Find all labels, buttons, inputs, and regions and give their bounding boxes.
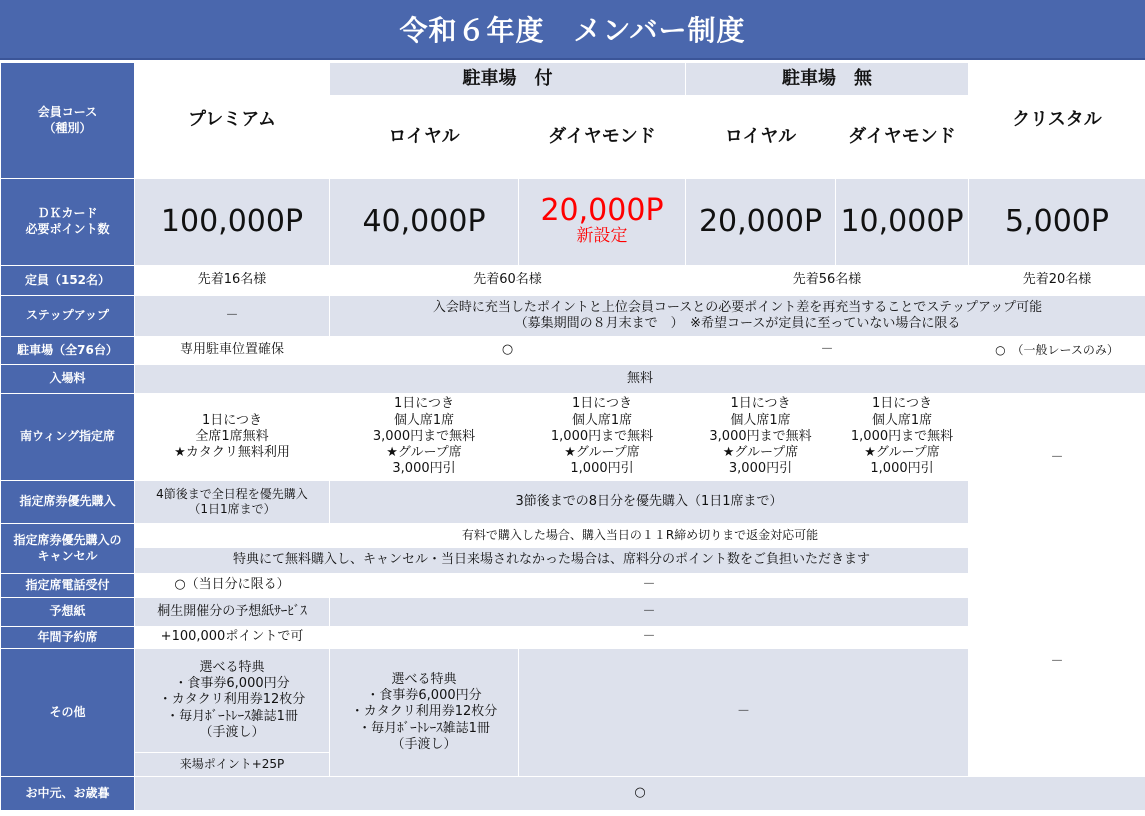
south-wing-premium: 1日につき 全席1席無料 ★カタクリ無料利用 xyxy=(135,394,330,481)
parking-premium: 専用駐車位置確保 xyxy=(135,337,330,365)
priority-premium: 4節後まで全日程を優先購入 （1日1席まで） xyxy=(135,481,330,524)
annual-others: － xyxy=(330,627,969,649)
course-royal-no: ロイヤル xyxy=(686,96,836,179)
south-wing-royal-no: 1日につき 個人席1席 3,000円まで無料 ★グループ席 3,000円引 xyxy=(686,394,836,481)
course-diamond-no: ダイヤモンド xyxy=(836,96,969,179)
south-wing-diamond-no: 1日につき 個人席1席 1,000円まで無料 ★グループ席 1,000円引 xyxy=(836,394,969,481)
points-diamond-with-cell xyxy=(519,179,686,266)
other-premium-extra: 来場ポイント+25P xyxy=(135,753,330,777)
stepup-others: 入会時に充当したポイントと上位会員コースとの必要ポイント差を再充当することでステップアップ可能 （募集期間の８月末まで ） ※希望コースが定員に至っていない場合に限る xyxy=(330,296,1145,337)
membership-table xyxy=(0,62,1145,811)
row-header-admission: 入場料 xyxy=(1,365,135,394)
points-royal-no: 20,000P xyxy=(686,179,836,266)
other-rest: － xyxy=(519,649,969,777)
other-royal-with: 選べる特典 ・食事券6,000円分 ・カタクリ利用券12枚分 ・毎月ﾎﾞｰﾄﾚｰｽ雑誌1冊 （手渡し） xyxy=(330,649,519,777)
stepup-premium: － xyxy=(135,296,330,337)
crystal-lower: － xyxy=(969,548,1145,777)
capacity-with-parking: 先着60名様 xyxy=(330,266,686,296)
row-header-forecast: 予想紙 xyxy=(1,598,135,627)
new-setting-note: 新設定 xyxy=(576,226,628,247)
parking-crystal: ○ （一般レースのみ） xyxy=(969,337,1145,365)
course-premium: プレミアム xyxy=(135,63,330,179)
annual-premium: +100,000ポイントで可 xyxy=(135,627,330,649)
south-wing-crystal: － xyxy=(969,394,1145,524)
capacity-crystal: 先着20名様 xyxy=(969,266,1145,296)
course-diamond-with: ダイヤモンド xyxy=(519,96,686,179)
south-wing-royal-with: 1日につき 個人席1席 3,000円まで無料 ★グループ席 3,000円引 xyxy=(330,394,519,481)
row-header-phone: 指定席電話受付 xyxy=(1,574,135,598)
phone-premium: ○（当日分に限る） xyxy=(135,574,330,598)
capacity-no-parking: 先着56名様 xyxy=(686,266,969,296)
capacity-premium: 先着16名様 xyxy=(135,266,330,296)
gifts-value: ○ xyxy=(135,777,1145,811)
row-header-gifts: お中元、お歳暮 xyxy=(1,777,135,811)
row-header-annual: 年間予約席 xyxy=(1,627,135,649)
row-header-priority: 指定席券優先購入 xyxy=(1,481,135,524)
cancel-line-2: 特典にて無料購入し、キャンセル・当日来場されなかった場合は、席料分のポイント数をご負担いただきます xyxy=(135,548,969,574)
row-header-capacity: 定員（152名） xyxy=(1,266,135,296)
row-header-parking: 駐車場（全76台） xyxy=(1,337,135,365)
cancel-line-1: 有料で購入した場合、購入当日の１１R締め切りまで返金対応可能 xyxy=(135,524,1145,548)
phone-others: － xyxy=(330,574,969,598)
south-wing-diamond-with: 1日につき 個人席1席 1,000円まで無料 ★グループ席 1,000円引 xyxy=(519,394,686,481)
row-header-stepup: ステップアップ xyxy=(1,296,135,337)
row-header-south-wing: 南ウィング指定席 xyxy=(1,394,135,481)
course-crystal: クリスタル xyxy=(969,63,1145,179)
group-no-parking: 駐車場 無 xyxy=(686,63,969,96)
priority-others: 3節後までの8日分を優先購入（1日1席まで） xyxy=(330,481,969,524)
parking-with: ○ xyxy=(330,337,686,365)
row-header-points: ＤＫカード 必要ポイント数 xyxy=(1,179,135,266)
admission-value: 無料 xyxy=(135,365,1145,394)
course-royal-with: ロイヤル xyxy=(330,96,519,179)
points-premium: 100,000P xyxy=(135,179,330,266)
points-royal-with: 40,000P xyxy=(330,179,519,266)
group-with-parking: 駐車場 付 xyxy=(330,63,686,96)
row-header-other: その他 xyxy=(1,649,135,777)
other-premium: 選べる特典 ・食事券6,000円分 ・カタクリ利用券12枚分 ・毎月ﾎﾞｰﾄﾚｰｽ雑誌1冊 （手渡し） xyxy=(135,649,330,753)
page-title: 令和６年度 メンバー制度 xyxy=(0,0,1145,60)
row-header-cancel: 指定席券優先購入の キャンセル xyxy=(1,524,135,574)
points-diamond-no: 10,000P xyxy=(836,179,969,266)
row-header-course: 会員コース （種別） xyxy=(1,63,135,179)
parking-no: － xyxy=(686,337,969,365)
forecast-others: － xyxy=(330,598,969,627)
points-diamond-with: 20,000P xyxy=(540,193,664,229)
points-crystal: 5,000P xyxy=(969,179,1145,266)
forecast-premium: 桐生開催分の予想紙ｻｰﾋﾞｽ xyxy=(135,598,330,627)
